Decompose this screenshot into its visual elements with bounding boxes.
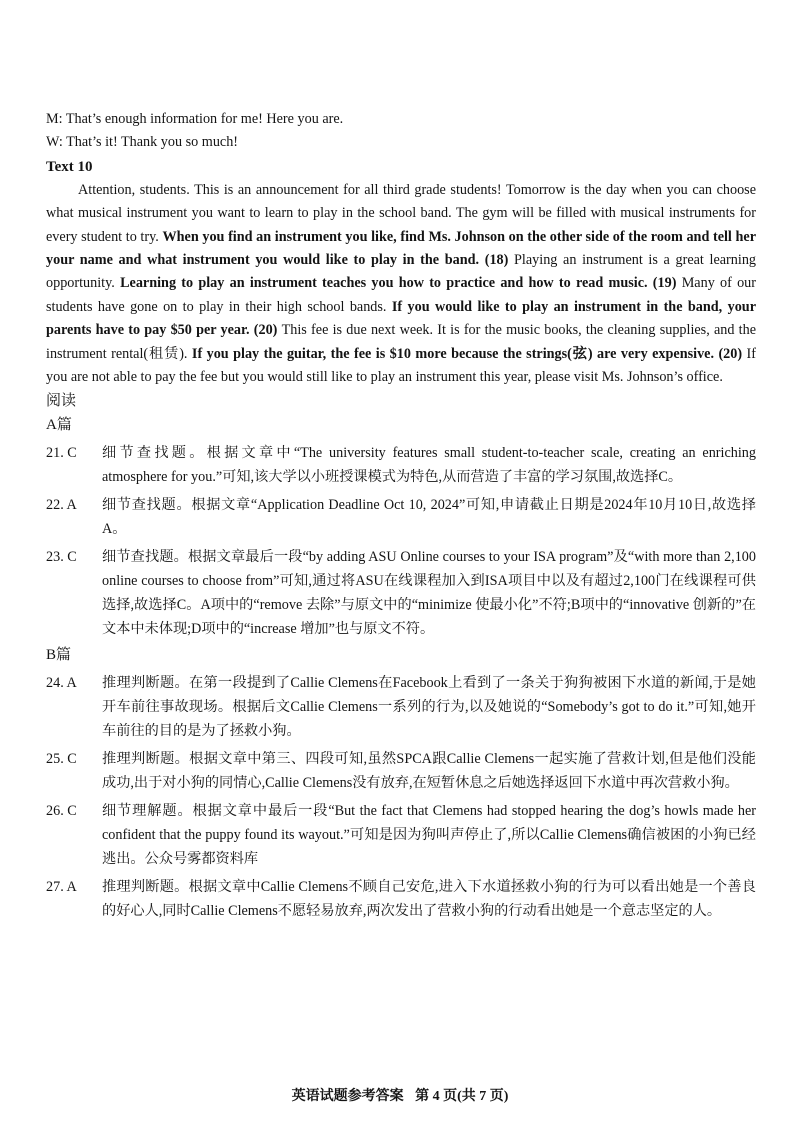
question-marker: (20) — [714, 345, 747, 362]
answer-explanation: 细节理解题。根据文章中最后一段“But the fact that Clemens had stopped hearing the dog’s howls made her confident that the puppy found its wayout.”可知是因为狗叫声停止了,所以Callie Clemens确信被困的小狗已经逃出。公众号雾都资料库 — [102, 803, 756, 868]
reading-title: 阅读 — [46, 393, 77, 410]
section-b-title: B篇 — [46, 647, 72, 664]
sentence: If you are not able to pay the fee but you would still like to play an instrument this year, please visit Ms. Johnson’s office. — [46, 345, 756, 386]
answer-page — [46, 108, 756, 923]
answer-number: 21. C — [46, 445, 77, 462]
text10-paragraph — [46, 179, 756, 390]
answer-number: 22. A — [46, 497, 77, 514]
sentence: Attention, students. This is an announcement for all third grade students! Tomorrow is the day when you can choose what musical instrument you want to learn to play in the school band. The gym will be filled with musical instruments for every student to try. — [46, 181, 756, 245]
answer-explanation: 细节查找题。根据文章“Application Deadline Oct 10, 2024”可知,申请截止日期是2024年10月10日,故选择A。 — [102, 497, 756, 538]
footer-title: 英语试题参考答案 — [291, 1089, 404, 1104]
section-a-title: A篇 — [46, 417, 72, 434]
answer-number: 23. C — [46, 549, 77, 566]
sentence: Playing an instrument is a great learning opportunity. — [46, 252, 757, 292]
question-marker: (19) — [647, 275, 682, 292]
answer-explanation: 推理判断题。在第一段提到了Callie Clemens在Facebook上看到了一条关于狗狗被困下水道的新闻,于是她开车前往事故现场。根据后文Callie Clemens一系列的行为,以及她说的“Somebody’s got to do it.”可知,她开车前往的目的是为了拯救小狗。 — [102, 675, 756, 740]
question-marker: (20) — [249, 322, 282, 339]
answer-explanation: 推理判断题。根据文章中Callie Clemens不顾自己安危,进入下水道拯救小狗的行为可以看出她是一个善良的好心人,同时Callie Clemens不愿轻易放弃,两次发出了营救小狗的行动看出她是一个意志坚定的人。 — [102, 879, 756, 920]
sentence: This fee is due next week. It is for the music books, the cleaning supplies, and the instrument rental(租赁). — [46, 322, 756, 362]
answer-number: 26. C — [46, 803, 77, 820]
answer-number: 24. A — [46, 675, 77, 692]
dialog-w-line: W: That’s it! Thank you so much! — [46, 134, 239, 151]
question-marker: (18) — [479, 252, 515, 269]
answer-item — [46, 671, 756, 743]
dialog-m-line: M: That’s enough information for me! Here you are. — [46, 111, 344, 127]
answer-sentence: When you find an instrument you like, find Ms. Johnson on the other side of the room and tell her your name and what instrument you would like to play in the band. — [46, 228, 756, 269]
answer-explanation: 细节查找题。根据文章中“The university features small student-to-teacher scale, creating an enriching atmosphere for you.”可知,该大学以小班授课模式为特色,从而营造了丰富的学习氛围,故选择C。 — [102, 445, 756, 486]
answer-number: 25. C — [46, 751, 77, 768]
sentence: Many of our students have gone on to play in their high school bands. — [46, 275, 756, 315]
answer-item — [46, 441, 756, 489]
answer-item — [46, 799, 756, 871]
answer-item — [46, 747, 756, 795]
footer-page-number: 第 4 页(共 7 页) — [415, 1089, 509, 1104]
answer-sentence: Learning to play an instrument teaches you how to practice and how to read music. — [120, 275, 648, 292]
answer-sentence: If you would like to play an instrument in the band, your parents have to pay $50 per year. — [46, 298, 756, 339]
answer-item — [46, 545, 756, 641]
answer-explanation: 细节查找题。根据文章最后一段“by adding ASU Online courses to your ISA program”及“with more than 2,100 online courses to choose from”可知,通过将ASU在线课程加入到ISA项目中以及有超过2,100门在线课程可供选择,故选择C。A项中的“remove 去除”与原文中的“minimize 使最小化”不符;B项中的“innovative 创新的”在文本中未体现;D项中的“increase 增加”也与原文不符。 — [102, 549, 756, 638]
page-footer — [0, 1085, 800, 1105]
answer-item — [46, 493, 756, 541]
answer-explanation: 推理判断题。根据文章中第三、四段可知,虽然SPCA跟Callie Clemens一起实施了营救计划,但是他们没能成功,出于对小狗的同情心,Callie Clemens没有放弃,在短暂休息之后她选择返回下水道中再次营救小狗。 — [102, 751, 756, 792]
answer-item — [46, 875, 756, 923]
answer-number: 27. A — [46, 879, 77, 896]
text10-heading: Text 10 — [46, 158, 93, 175]
answer-sentence: If you play the guitar, the fee is $10 more because the strings(弦) are very expensive. — [191, 345, 715, 362]
